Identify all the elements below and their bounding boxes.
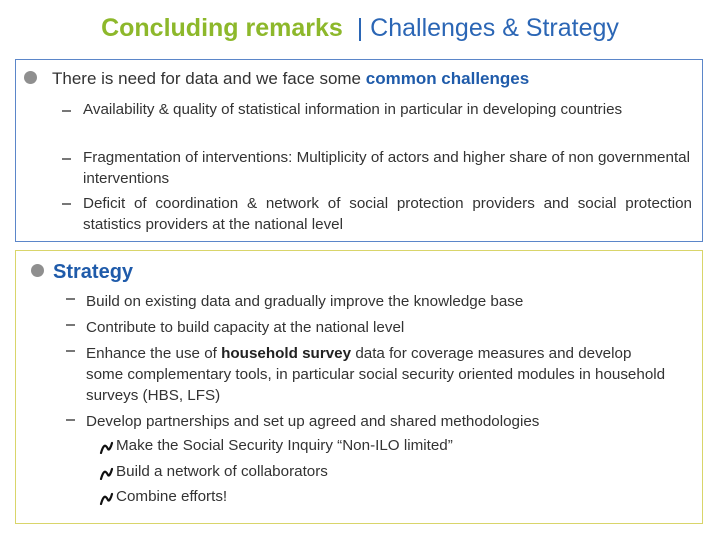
bullet-icon: [24, 71, 37, 84]
title-main: Concluding remarks: [101, 14, 343, 42]
dash-icon: [66, 324, 75, 326]
slide-title: [0, 14, 720, 43]
title-sub: | Challenges & Strategy: [356, 14, 619, 42]
strategy-subitem: Make the Social Security Inquiry “Non-ILO limited”: [116, 437, 453, 454]
dash-icon: [62, 203, 71, 205]
challenges-lead-highlight: common challenges: [365, 69, 530, 88]
strategy-item: [86, 343, 672, 406]
challenge-item: Availability & quality of statistical information in particular in developing countries: [83, 101, 623, 118]
challenges-lead: [52, 69, 529, 89]
challenges-lead-text: There is need for data and we face some: [52, 69, 366, 88]
strategy-item3-prefix: Enhance the use of: [86, 345, 222, 362]
strategy-item: Contribute to build capacity at the national level: [86, 319, 405, 336]
challenge-item: Deficit of coordination & network of social protection providers and social protection statistics providers at the national level: [83, 195, 692, 233]
dash-icon: [66, 298, 75, 300]
curved-arrow-icon: [99, 441, 114, 454]
strategy-item: Develop partnerships and set up agreed and shared methodologies: [86, 413, 540, 430]
strategy-item3-bold: household survey: [221, 345, 352, 362]
strategy-subitem: Build a network of collaborators: [116, 463, 328, 480]
dash-icon: [62, 110, 71, 112]
strategy-subitem: Combine efforts!: [116, 488, 228, 505]
curved-arrow-icon: [99, 467, 114, 480]
challenge-item: Fragmentation of interventions: Multiplicity of actors and higher share of non governmental interventions: [83, 149, 690, 187]
strategy-heading: Strategy: [53, 261, 134, 283]
dash-icon: [66, 350, 75, 352]
bullet-icon: [31, 264, 44, 277]
dash-icon: [62, 158, 71, 160]
strategy-item: Build on existing data and gradually improve the knowledge base: [86, 293, 524, 310]
strategy-item3-suffix: data for coverage measures and develop some complementary tools, in particular social security oriented modules in household surveys (HBS, LFS): [86, 345, 666, 404]
dash-icon: [66, 419, 75, 421]
curved-arrow-icon: [99, 492, 114, 505]
